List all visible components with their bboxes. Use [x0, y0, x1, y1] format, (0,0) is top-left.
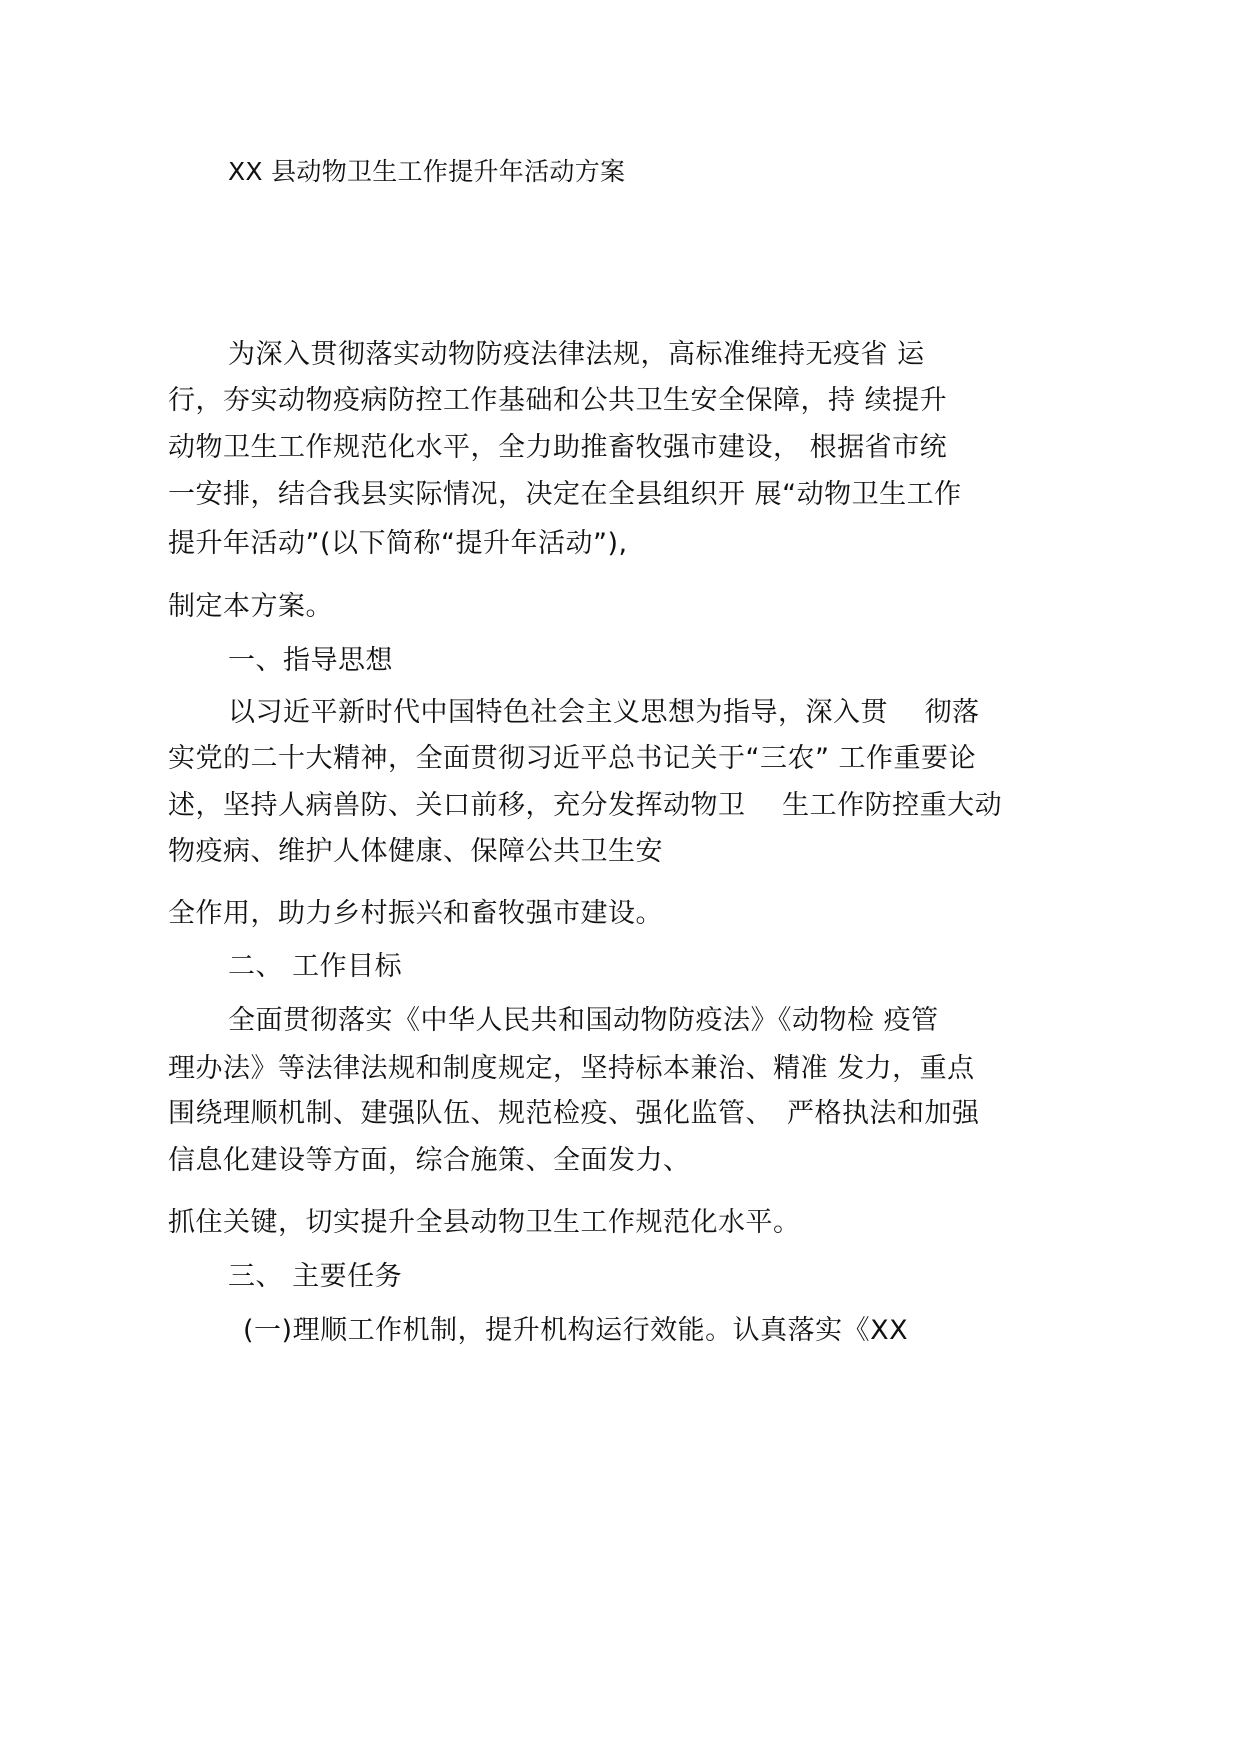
- paragraph-line: 全面贯彻落实《中华人民共和国动物防疫法》《动物检 疫管: [228, 1005, 939, 1036]
- section-heading-guiding-ideology: 一、指导思想: [228, 645, 393, 676]
- paragraph-line: 述，坚持人病兽防、关口前移，充分发挥动物卫 生工作防控重大动: [168, 790, 1003, 821]
- paragraph-line: 物疫病、维护人体健康、保障公共卫生安: [168, 836, 663, 867]
- paragraph-line: 动物卫生工作规范化水平，全力助推畜牧强市建设， 根据省市统: [168, 432, 948, 463]
- paragraph-line: 围绕理顺机制、建强队伍、规范检疫、强化监管、 严格执法和加强: [168, 1098, 980, 1129]
- paragraph-line: 制定本方案。: [168, 591, 333, 622]
- paragraph-line: (一)理顺工作机制，提升机构运行效能。认真落实《XX: [243, 1315, 909, 1346]
- section-heading-work-goals: 二、 工作目标: [228, 951, 403, 982]
- paragraph-line: 信息化建设等方面，综合施策、全面发力、: [168, 1145, 691, 1176]
- paragraph-line: 全作用，助力乡村振兴和畜牧强市建设。: [168, 898, 663, 929]
- paragraph-line: 一安排，结合我县实际情况，决定在全县组织开 展“动物卫生工作: [168, 479, 962, 510]
- paragraph-line: 行，夯实动物疫病防控工作基础和公共卫生安全保障，持 续提升: [168, 385, 948, 416]
- section-heading-main-tasks: 三、 主要任务: [228, 1261, 403, 1292]
- paragraph-line: 抓住关键，切实提升全县动物卫生工作规范化水平。: [168, 1207, 801, 1238]
- document-title: XX 县动物卫生工作提升年活动方案: [228, 157, 626, 186]
- paragraph-line: 实党的二十大精神，全面贯彻习近平总书记关于“三农” 工作重要论: [168, 743, 977, 774]
- paragraph-line: 理办法》等法律法规和制度规定，坚持标本兼治、精准 发力，重点: [168, 1053, 975, 1084]
- paragraph-line: 以习近平新时代中国特色社会主义思想为指导，深入贯 彻落: [228, 697, 980, 728]
- paragraph-line: 为深入贯彻落实动物防疫法律法规，高标准维持无疫省 运: [228, 339, 925, 370]
- paragraph-line: 提升年活动”(以下简称“提升年活动”),: [168, 528, 628, 559]
